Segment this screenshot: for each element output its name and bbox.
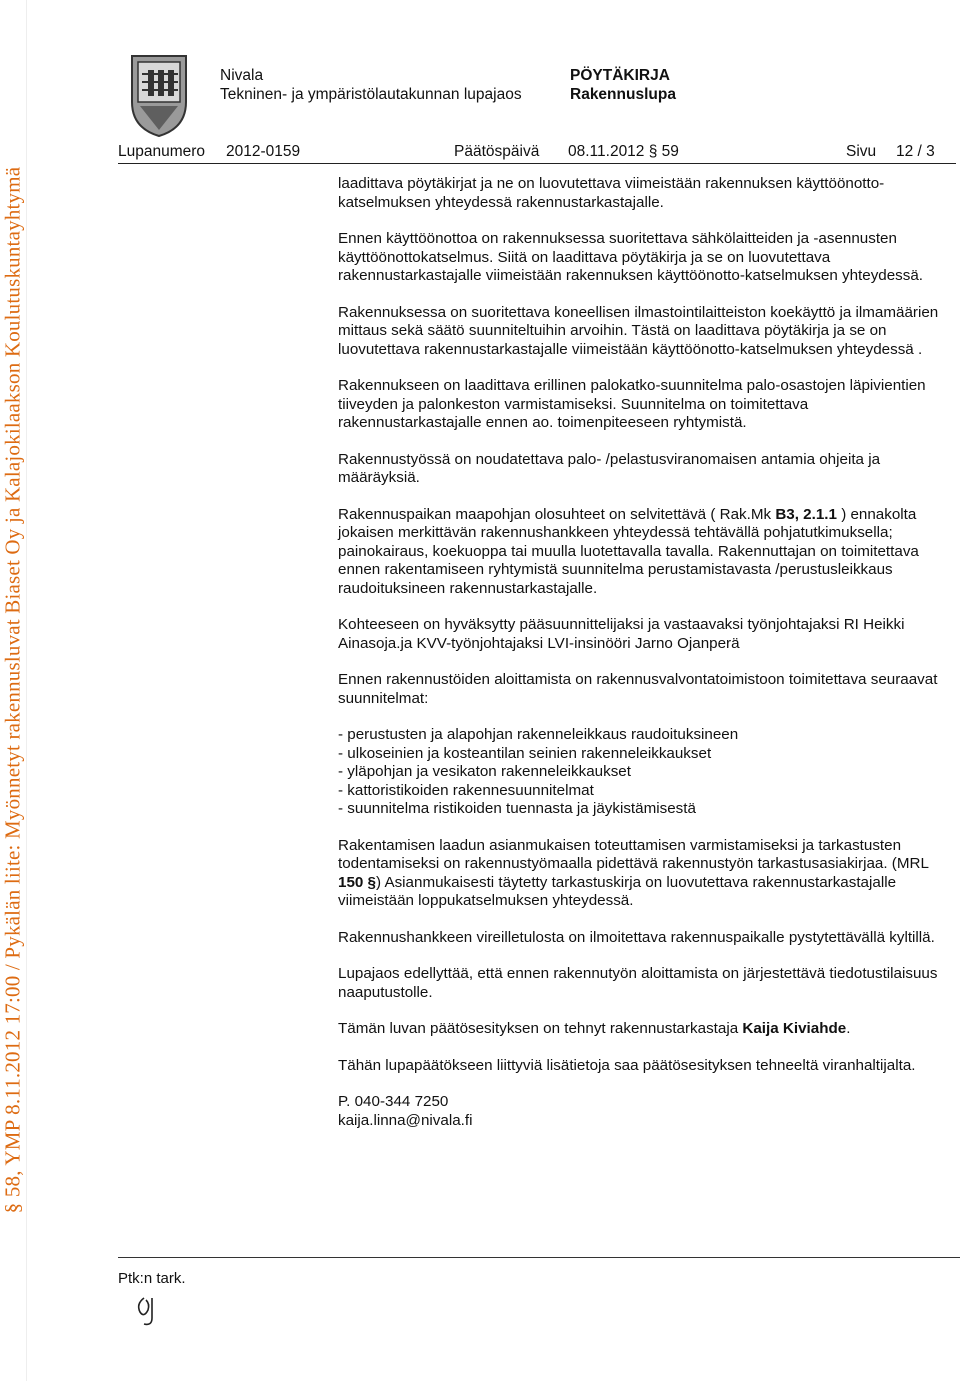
document-type: PÖYTÄKIRJA: [570, 67, 670, 84]
paragraph-inspection-document: [338, 837, 948, 911]
ground-survey-text-start: Rakennuspaikan maapohjan olosuhteet on selvitettävä ( Rak.Mk: [338, 505, 776, 523]
page-number: 12 / 3: [896, 143, 935, 160]
paragraph-site-sign: Rakennushankkeen vireilletulosta on ilmoitettava rakennuspaikalle pystytettävällä kyltillä.: [338, 928, 935, 946]
municipality-name: Nivala: [220, 67, 264, 84]
decision-date-label: Päätöspäivä: [454, 143, 540, 160]
proposer-text: Tämän luvan päätösesityksen on tehnyt rakennustarkastaja: [338, 1020, 743, 1037]
ground-survey-text-end: ) ennakolta jokaisen merkittävän rakennushankkeen yhteydessä tehtävällä pohjatutkimuksella; painokairaus, koekuoppa tai muulla luotettavalla tavalla. Rakennuttajan on toimitettava ennen rakentamiseen ryhtymistä suunnitelma perustamistavasta /perustusleikkaus raudoituksineen rakennustarkastajalle.: [338, 505, 919, 597]
paragraph-fire-stop-plan: Rakennukseen on laadittava erillinen palokatko-suunnitelma palo-osastojen läpivientien tiiveyden ja palonkeston varmistamiseksi. Suunnitelma on toimitettava rakennustarkastajalle ennen ao. toimenpiteeseen ryhtymistä.: [338, 377, 926, 431]
paragraph-more-info: Tähän lupapäätökseen liittyviä lisätietoja saa päätösesityksen tehneeltä viranhaltijalta.: [338, 1056, 916, 1074]
paragraph-electrical-inspection: Ennen käyttöönottoa on rakennuksessa suoritettava sähkölaitteiden ja -asennusten käyttöönottokatselmus. Siitä on laadittava pöytäkirja ja se on luovutettava rakennustarkastajalle viimeistään rakennuksen käyttöönotto-katselmuksen yhteydessä.: [338, 230, 924, 284]
paragraph-ground-survey: [338, 506, 948, 599]
footer-divider: [118, 1257, 960, 1258]
organization-block: [220, 66, 522, 104]
document-body: [338, 175, 948, 1130]
document-meta-row: [118, 143, 956, 164]
committee-name: Tekninen- ja ympäristölautakunnan lupajaos: [220, 86, 522, 103]
contact-phone: P. 040-344 7250: [338, 1093, 449, 1110]
proposer-name: Kaija Kiviahde: [742, 1020, 847, 1037]
paragraph-fire-authority: Rakennustyössä on noudatettava palo- /pelastusviranomaisen antamia ohjeita ja määräyksiä.: [338, 450, 881, 486]
side-stamp-text: § 58, YMP 8.11.2012 17:00 / Pykälän liite: Myönnetyt rakennusluvat Biaset Oy ja Kalajokilaakson Koulutuskuntayhtymä: [0, 166, 25, 1214]
inspection-text-start: Rakentamisen laadun asianmukaisen toteuttamisen varmistamiseksi ja tarkastusten todentamiseksi on rakennustyömaalla pidettävä rakennustyön tarkastusasiakirjaa. (MRL: [338, 836, 929, 872]
paragraph-plans-intro: Ennen rakennustöiden aloittamista on rakennusvalvontatoimistoon toimitettava seuraavat suunnitelmat:: [338, 671, 938, 707]
list-item: - perustusten ja alapohjan rakenneleikkaus raudoituksineen: [338, 726, 739, 743]
required-plans-list: [338, 726, 948, 819]
paragraph-proposer: [338, 1020, 948, 1039]
inspection-law-reference: 150 §: [338, 873, 377, 891]
list-item: - yläpohjan ja vesikaton rakenneleikkaukset: [338, 763, 631, 780]
proposer-period: .: [846, 1020, 851, 1037]
paragraph-info-session: Lupajaos edellyttää, että ennen rakennutyön aloittamista on järjestettävä tiedotustilaisuus naaputustolle.: [338, 965, 938, 1001]
paragraph-report-delivery: laadittava pöytäkirjat ja ne on luovutettava viimeistään rakennuksen käyttöönotto-katselmuksen yhteydessä rakennustarkastajalle.: [338, 175, 885, 211]
side-margin: [0, 0, 27, 1381]
list-item: - ulkoseinien ja kosteantilan seinien rakenneleikkaukset: [338, 744, 712, 762]
list-item: - kattoristikoiden rakennesuunnitelmat: [338, 781, 594, 799]
handwritten-initials-signature: [130, 1290, 170, 1330]
checked-by-label: Ptk:n tark.: [118, 1270, 186, 1287]
paragraph-ventilation-test: Rakennuksessa on suoritettava koneellisen ilmastointilaitteiston koekäyttö ja ilmamäärien mittaus sekä säätö suunniteltuihin arvoihin. Tästä on laadittava pöytäkirja ja se on luovutettava rakennustarkastajalle viimeistään käyttöönotto-katselmuksen yhteydessä .: [338, 303, 939, 358]
permit-number-label: Lupanumero: [118, 143, 206, 160]
municipal-crest-logo: [128, 50, 190, 138]
list-item: - suunnitelma ristikoiden tuennasta ja jäykistämisestä: [338, 800, 696, 817]
paragraph-designers: Kohteeseen on hyväksytty pääsuunnittelijaksi ja vastaavaksi työnjohtajaksi RI Heikki Ainasoja.ja KVV-työnjohtajaksi LVI-insinööri Jarno Ojanperä: [338, 616, 905, 652]
contact-email: kaija.linna@nivala.fi: [338, 1111, 473, 1129]
document-type-block: [570, 66, 676, 104]
inspection-text-end: ) Asianmukaisesti täytetty tarkastuskirja on luovutettava rakennustarkastajalle viimeistään loppukatselmuksen yhteydessä.: [338, 873, 897, 909]
page-label: Sivu: [846, 143, 877, 160]
ground-survey-reference: B3, 2.1.1: [775, 505, 837, 523]
document-subject: Rakennuslupa: [570, 86, 676, 103]
permit-number: 2012-0159: [226, 143, 301, 160]
decision-date: 08.11.2012 § 59: [568, 143, 679, 160]
